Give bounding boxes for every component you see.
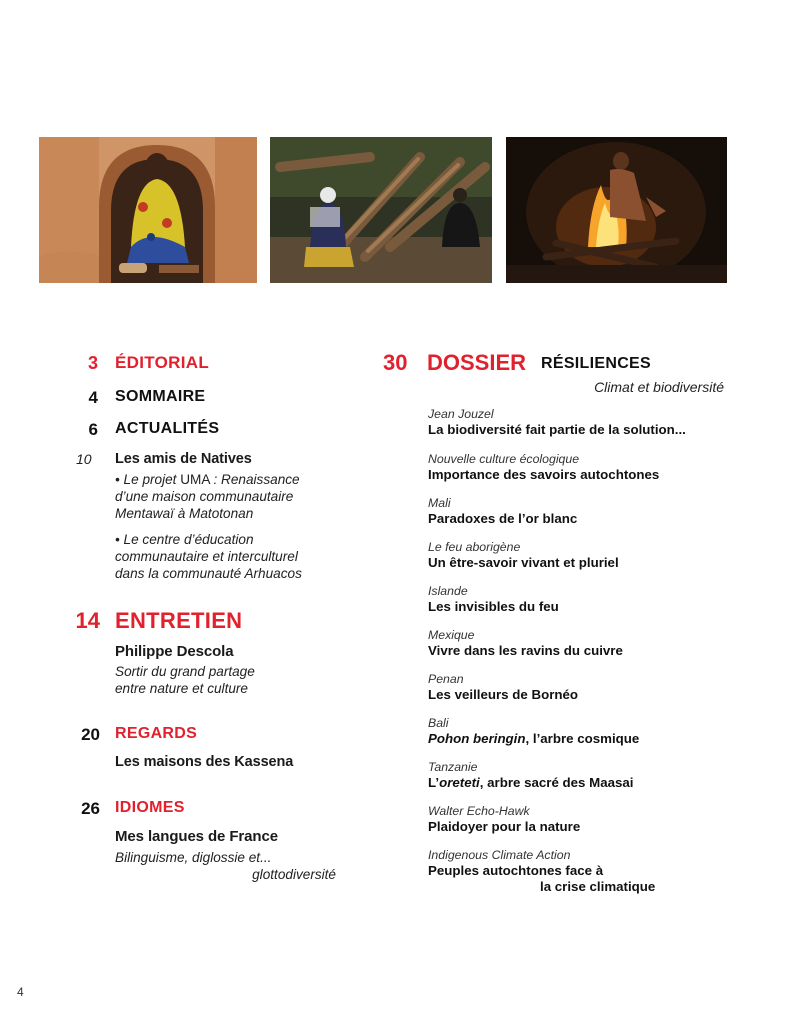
entry-kicker: Mexique <box>428 628 475 642</box>
entretien-page-number: 14 <box>75 608 100 633</box>
entry-title-italic: oreteti <box>439 775 480 790</box>
uma-text-c: : Renaissance <box>213 472 300 487</box>
uma-text-a: Le projet <box>123 472 177 487</box>
man-by-fire-photo <box>506 137 727 283</box>
dossier-entry[interactable] <box>428 584 748 615</box>
dossier-entry[interactable] <box>428 540 748 571</box>
dossier-entry[interactable] <box>428 716 748 747</box>
entry-title <box>428 731 748 747</box>
entry-title: La biodiversité fait partie de la solution... <box>428 422 686 437</box>
dossier-entry[interactable] <box>428 848 748 895</box>
entry-title: Les invisibles du feu <box>428 599 559 614</box>
entry-title: Un être-savoir vivant et pluriel <box>428 555 619 570</box>
uma-line-3: Mentawaï à Matotonan <box>115 506 254 521</box>
dossier-entry[interactable] <box>428 407 748 438</box>
uma-line-2: d’une maison communautaire <box>115 489 294 504</box>
entretien-subtitle <box>115 663 355 697</box>
entry-kicker: Mali <box>428 496 451 510</box>
bullet-prefix: • <box>115 472 124 487</box>
idiomes-subtitle <box>115 849 336 883</box>
editorial-heading[interactable]: ÉDITORIAL <box>115 353 210 372</box>
idiomes-page-number: 26 <box>81 799 100 818</box>
regards-title[interactable]: Les maisons des Kassena <box>115 754 294 770</box>
dossier-entry[interactable] <box>428 452 748 483</box>
dossier-theme: RÉSILIENCES <box>541 355 651 372</box>
entry-title: Importance des savoirs autochtones <box>428 467 660 482</box>
entry-title: Les veilleurs de Bornéo <box>428 687 579 702</box>
natives-title[interactable]: Les amis de Natives <box>115 451 252 467</box>
dossier-entry[interactable] <box>428 760 748 791</box>
entry-title: Vivre dans les ravins du cuivre <box>428 643 623 658</box>
regards-page-number: 20 <box>81 725 100 744</box>
entry-title-line-1: Peuples autochtones face à <box>428 863 604 878</box>
entry-kicker: Le feu aborigène <box>428 540 521 554</box>
dossier-subtitle: Climat et biodiversité <box>594 379 724 395</box>
entry-title: Paradoxes de l’or blanc <box>428 511 578 526</box>
entretien-heading[interactable]: ENTRETIEN <box>115 608 243 633</box>
entretien-title[interactable]: Philippe Descola <box>115 643 234 660</box>
entry-kicker: Bali <box>428 716 449 730</box>
entry-title <box>428 775 748 791</box>
entry-kicker: Penan <box>428 672 464 686</box>
entry-title-rest: , arbre sacré des Maasai <box>479 775 634 790</box>
entretien-sub-line-1: Sortir du grand partage <box>115 664 255 679</box>
actualites-heading[interactable]: ACTUALITÉS <box>115 420 220 437</box>
arhuacos-line-3: dans la communauté Arhuacos <box>115 566 302 581</box>
woman-in-clay-doorway-photo <box>39 137 257 283</box>
dossier-entry[interactable] <box>428 628 748 659</box>
idiomes-sub-line-1: Bilinguisme, diglossie et... <box>115 850 272 865</box>
actualites-page-number: 6 <box>88 420 98 439</box>
entry-title-pre: L’ <box>428 775 440 790</box>
idiomes-sub-line-2: glottodiversité <box>252 867 336 882</box>
dossier-entry[interactable] <box>428 804 748 835</box>
entretien-sub-line-2: entre nature et culture <box>115 681 248 696</box>
dossier-heading[interactable]: DOSSIER <box>427 350 527 375</box>
dossier-page-number: 30 <box>383 350 408 375</box>
entry-kicker: Indigenous Climate Action <box>428 848 571 862</box>
regards-heading[interactable]: REGARDS <box>115 725 198 742</box>
arhuacos-line-2: communautaire et interculturel <box>115 549 298 564</box>
arhuacos-line-1: • Le centre d’éducation <box>115 532 254 547</box>
entry-kicker: Jean Jouzel <box>428 407 494 421</box>
editorial-page-number: 3 <box>87 353 98 373</box>
entry-kicker: Tanzanie <box>428 760 478 774</box>
dossier-entry[interactable] <box>428 496 748 527</box>
men-near-logs-photo <box>270 137 492 283</box>
entry-title-line-2: la crise climatique <box>540 879 656 894</box>
uma-acronym: UMA <box>176 472 214 487</box>
idiomes-title[interactable]: Mes langues de France <box>115 828 278 845</box>
dossier-entry[interactable] <box>428 672 748 703</box>
page-number: 4 <box>17 985 24 999</box>
entry-kicker: Islande <box>428 584 468 598</box>
natives-bullet-arhuacos[interactable] <box>115 531 355 582</box>
natives-bullet-uma[interactable] <box>115 471 355 522</box>
sommaire-page-number: 4 <box>88 388 98 407</box>
entry-kicker: Walter Echo-Hawk <box>428 804 530 818</box>
idiomes-heading[interactable]: IDIOMES <box>115 799 185 816</box>
entry-title: Plaidoyer pour la nature <box>428 819 581 834</box>
entry-title-italic: Pohon beringin <box>428 731 526 746</box>
sommaire-heading[interactable]: SOMMAIRE <box>115 388 206 405</box>
entry-kicker: Nouvelle culture écologique <box>428 452 580 466</box>
natives-page-number: 10 <box>76 451 92 467</box>
entry-title-rest: , l’arbre cosmique <box>525 731 640 746</box>
